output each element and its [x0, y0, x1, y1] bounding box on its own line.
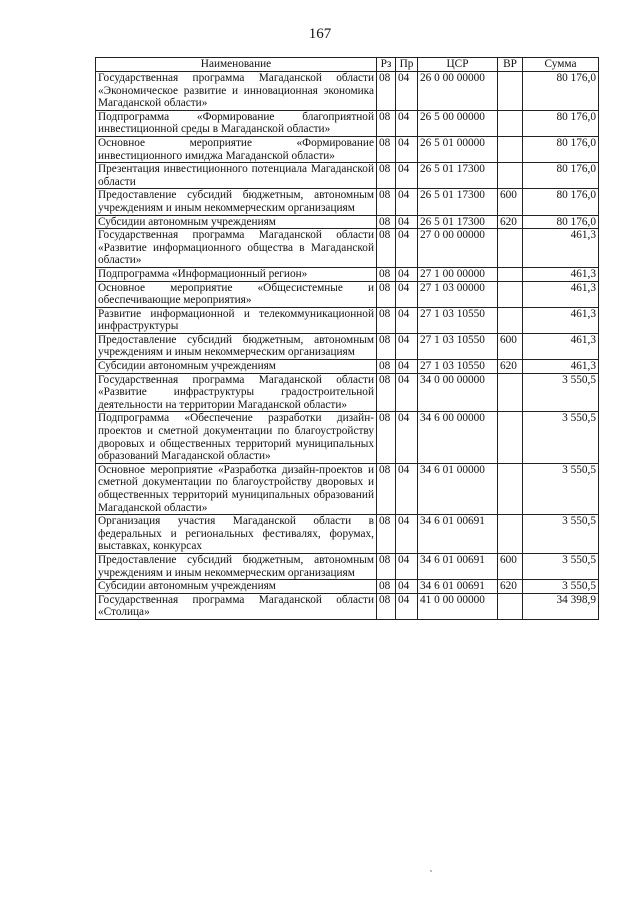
- cell-name: Предоставление субсидий бюджетным, автономным учреждениям и иным некоммерческим организациям: [96, 333, 377, 359]
- cell-pr: 04: [396, 215, 418, 229]
- cell-sum: 461,3: [523, 307, 599, 333]
- cell-rz: 08: [377, 412, 396, 463]
- table-row: [96, 136, 599, 162]
- cell-pr: 04: [396, 163, 418, 189]
- cell-sum: 80 176,0: [523, 72, 599, 111]
- cell-sum: 3 550,5: [523, 412, 599, 463]
- cell-csr: 41 0 00 00000: [418, 593, 498, 619]
- table-row: [96, 267, 599, 281]
- cell-sum: 461,3: [523, 281, 599, 307]
- cell-vr: 620: [498, 215, 523, 229]
- cell-name: Организация участия Магаданской области в федеральных и региональных фестивалях, форумах, выставках, конкурсах: [96, 515, 377, 554]
- cell-rz: 08: [377, 215, 396, 229]
- cell-pr: 04: [396, 553, 418, 579]
- table-row: [96, 163, 599, 189]
- cell-vr: [498, 72, 523, 111]
- cell-vr: [498, 281, 523, 307]
- cell-csr: 26 5 01 00000: [418, 136, 498, 162]
- cell-vr: [498, 412, 523, 463]
- cell-rz: 08: [377, 110, 396, 136]
- cell-name: Основное мероприятие «Разработка дизайн-проектов и сметной документации по благоустройству дворовых и общественных территорий муниципальных образований Магаданской области»: [96, 463, 377, 514]
- cell-rz: 08: [377, 281, 396, 307]
- cell-rz: 08: [377, 360, 396, 374]
- cell-pr: 04: [396, 412, 418, 463]
- cell-vr: [498, 373, 523, 412]
- table-row: [96, 110, 599, 136]
- cell-pr: 04: [396, 593, 418, 619]
- cell-rz: 08: [377, 593, 396, 619]
- cell-vr: [498, 515, 523, 554]
- cell-csr: 27 1 00 00000: [418, 267, 498, 281]
- table-row: [96, 580, 599, 594]
- cell-rz: 08: [377, 72, 396, 111]
- cell-rz: 08: [377, 373, 396, 412]
- table-row: [96, 72, 599, 111]
- cell-sum: 80 176,0: [523, 189, 599, 215]
- cell-vr: [498, 136, 523, 162]
- cell-csr: 34 0 00 00000: [418, 373, 498, 412]
- cell-vr: [498, 229, 523, 268]
- cell-vr: [498, 307, 523, 333]
- budget-table: [95, 57, 599, 620]
- header-name: Наименование: [96, 58, 377, 72]
- cell-rz: 08: [377, 553, 396, 579]
- cell-csr: 27 1 03 10550: [418, 333, 498, 359]
- cell-name: Предоставление субсидий бюджетным, автономным учреждениям и иным некоммерческим организациям: [96, 553, 377, 579]
- header-csr: ЦСР: [418, 58, 498, 72]
- cell-csr: 26 0 00 00000: [418, 72, 498, 111]
- cell-pr: 04: [396, 72, 418, 111]
- header-pr: Пр: [396, 58, 418, 72]
- cell-csr: 26 5 01 17300: [418, 189, 498, 215]
- table-row: [96, 307, 599, 333]
- table-row: [96, 189, 599, 215]
- cell-sum: 34 398,9: [523, 593, 599, 619]
- cell-rz: 08: [377, 163, 396, 189]
- cell-name: Государственная программа Магаданской области «Экономическое развитие и инновационная экономика Магаданской области»: [96, 72, 377, 111]
- cell-name: Предоставление субсидий бюджетным, автономным учреждениям и иным некоммерческим организациям: [96, 189, 377, 215]
- cell-name: Основное мероприятие «Общесистемные и обеспечивающие мероприятия»: [96, 281, 377, 307]
- table-row: [96, 229, 599, 268]
- cell-sum: 80 176,0: [523, 163, 599, 189]
- cell-pr: 04: [396, 360, 418, 374]
- cell-vr: 620: [498, 360, 523, 374]
- cell-csr: 26 5 01 17300: [418, 163, 498, 189]
- cell-name: Презентация инвестиционного потенциала Магаданской области: [96, 163, 377, 189]
- table-row: [96, 215, 599, 229]
- cell-csr: 34 6 01 00691: [418, 515, 498, 554]
- cell-csr: 34 6 00 00000: [418, 412, 498, 463]
- cell-name: Государственная программа Магаданской области «Развитие информационного общества в Магаданской области»: [96, 229, 377, 268]
- cell-pr: 04: [396, 580, 418, 594]
- table-row: [96, 373, 599, 412]
- cell-name: Государственная программа Магаданской области «Столица»: [96, 593, 377, 619]
- cell-sum: 461,3: [523, 267, 599, 281]
- table-header-row: [96, 58, 599, 72]
- scan-speck: [430, 870, 432, 872]
- cell-name: Субсидии автономным учреждениям: [96, 215, 377, 229]
- cell-pr: 04: [396, 515, 418, 554]
- table-row: [96, 463, 599, 514]
- cell-pr: 04: [396, 281, 418, 307]
- cell-csr: 34 6 01 00000: [418, 463, 498, 514]
- cell-csr: 26 5 00 00000: [418, 110, 498, 136]
- cell-rz: 08: [377, 333, 396, 359]
- cell-name: Подпрограмма «Обеспечение разработки дизайн-проектов и сметной документации по благоустройству дворовых и общественных территорий муниципальных образований Магаданской области»: [96, 412, 377, 463]
- table-row: [96, 412, 599, 463]
- cell-vr: 600: [498, 333, 523, 359]
- cell-rz: 08: [377, 189, 396, 215]
- header-rz: Рз: [377, 58, 396, 72]
- cell-rz: 08: [377, 307, 396, 333]
- cell-pr: 04: [396, 267, 418, 281]
- cell-csr: 27 1 03 10550: [418, 307, 498, 333]
- cell-rz: 08: [377, 580, 396, 594]
- cell-vr: [498, 463, 523, 514]
- cell-pr: 04: [396, 373, 418, 412]
- cell-pr: 04: [396, 333, 418, 359]
- cell-sum: 461,3: [523, 333, 599, 359]
- cell-name: Развитие информационной и телекоммуникационной инфраструктуры: [96, 307, 377, 333]
- cell-pr: 04: [396, 110, 418, 136]
- cell-csr: 34 6 01 00691: [418, 553, 498, 579]
- cell-rz: 08: [377, 515, 396, 554]
- cell-pr: 04: [396, 136, 418, 162]
- cell-sum: 3 550,5: [523, 515, 599, 554]
- table-row: [96, 553, 599, 579]
- cell-name: Подпрограмма «Формирование благоприятной инвестиционной среды в Магаданской области»: [96, 110, 377, 136]
- cell-sum: 80 176,0: [523, 136, 599, 162]
- cell-sum: 80 176,0: [523, 215, 599, 229]
- table-row: [96, 593, 599, 619]
- cell-vr: 600: [498, 189, 523, 215]
- cell-vr: [498, 163, 523, 189]
- cell-vr: [498, 110, 523, 136]
- page-number: 167: [308, 26, 332, 42]
- cell-name: Государственная программа Магаданской области «Развитие инфраструктуры градостроительной деятельности на территории Магаданской области»: [96, 373, 377, 412]
- cell-sum: 3 550,5: [523, 373, 599, 412]
- table-row: [96, 281, 599, 307]
- cell-vr: [498, 593, 523, 619]
- cell-pr: 04: [396, 229, 418, 268]
- cell-vr: 600: [498, 553, 523, 579]
- cell-sum: 3 550,5: [523, 463, 599, 514]
- cell-pr: 04: [396, 463, 418, 514]
- cell-rz: 08: [377, 463, 396, 514]
- cell-vr: [498, 267, 523, 281]
- cell-csr: 27 1 03 10550: [418, 360, 498, 374]
- cell-csr: 27 0 00 00000: [418, 229, 498, 268]
- cell-name: Субсидии автономным учреждениям: [96, 580, 377, 594]
- cell-pr: 04: [396, 307, 418, 333]
- table-row: [96, 515, 599, 554]
- header-vr: ВР: [498, 58, 523, 72]
- cell-sum: 3 550,5: [523, 553, 599, 579]
- cell-sum: 461,3: [523, 229, 599, 268]
- cell-rz: 08: [377, 267, 396, 281]
- cell-name: Основное мероприятие «Формирование инвестиционного имиджа Магаданской области»: [96, 136, 377, 162]
- cell-sum: 461,3: [523, 360, 599, 374]
- cell-sum: 3 550,5: [523, 580, 599, 594]
- cell-csr: 27 1 03 00000: [418, 281, 498, 307]
- cell-rz: 08: [377, 136, 396, 162]
- table-row: [96, 333, 599, 359]
- cell-rz: 08: [377, 229, 396, 268]
- cell-csr: 34 6 01 00691: [418, 580, 498, 594]
- table-row: [96, 360, 599, 374]
- cell-csr: 26 5 01 17300: [418, 215, 498, 229]
- cell-sum: 80 176,0: [523, 110, 599, 136]
- cell-name: Субсидии автономным учреждениям: [96, 360, 377, 374]
- cell-name: Подпрограмма «Информационный регион»: [96, 267, 377, 281]
- cell-pr: 04: [396, 189, 418, 215]
- cell-vr: 620: [498, 580, 523, 594]
- header-sum: Сумма: [523, 58, 599, 72]
